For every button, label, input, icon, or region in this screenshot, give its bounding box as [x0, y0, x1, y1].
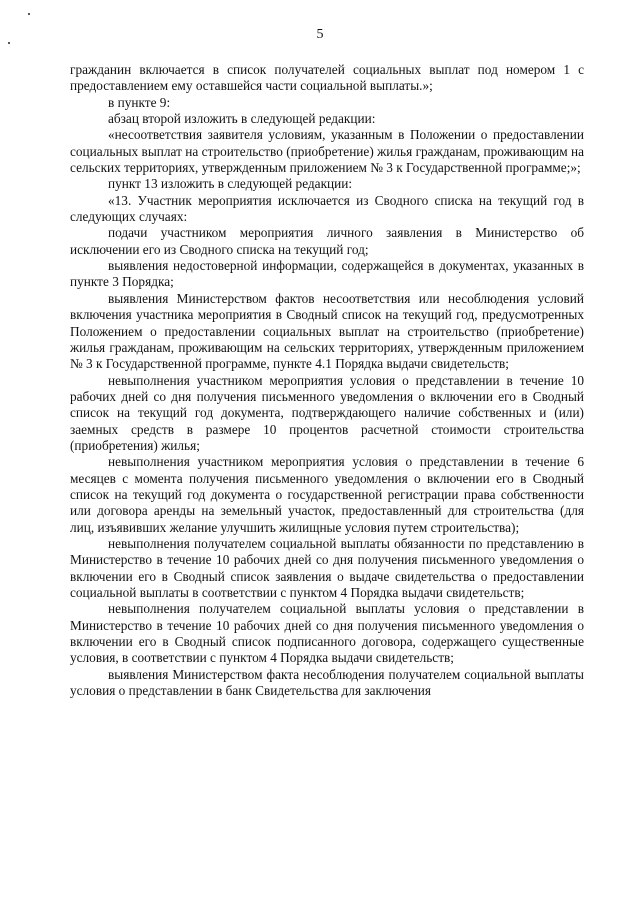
paragraph: подачи участником мероприятия личного заявления в Министерство об исключении его из Сводного списка на текущий год; [70, 225, 584, 257]
page-number: 5 [316, 27, 324, 42]
paragraph: невыполнения участником мероприятия условия о представлении в течение 6 месяцев с момента получения письменного уведомления о включении его в Сводный список на текущий год документа о государственной регистрации права собственности или договора аренды на земельный участок, предоставленный для строительства (для лиц, изъявивших желание улучшить жилищные условия путем строительства); [70, 454, 584, 535]
paragraph: гражданин включается в список получателей социальных выплат под номером 1 с предоставлением ему оставшейся части социальной выплаты.»; [70, 62, 584, 94]
scan-speck [28, 13, 30, 15]
paragraph: выявления Министерством факта несоблюдения получателем социальной выплаты условия о представлении в банк Свидетельства для заключения [70, 666, 584, 699]
paragraph: пункт 13 изложить в следующей редакции: [108, 176, 353, 192]
paragraph: невыполнения участником мероприятия условия о представлении в течение 10 рабочих дней со дня получения письменного уведомления о включении его в Сводный список на текущий год документа, подтверждающего наличие собственных и (или) заемных средств в размере 10 процентов расчетной стоимости строительства (приобретения) жилья; [70, 372, 584, 453]
paragraph: «13. Участник мероприятия исключается из Сводного списка на текущий год в следующих случаях: [70, 192, 584, 225]
paragraph: выявления Министерством фактов несоответствия или несоблюдения условий включения участника мероприятия в Сводный список на текущий год, предусмотренных Положением о предоставлении социальных выплат на строительство (приобретение) жилья гражданам, проживающим на сельских территориях, утвержденным приложением № 3 к Государственной программе, пункте 4.1 Порядка выдачи свидетельств; [70, 290, 584, 372]
paragraph: абзац второй изложить в следующей редакции: [108, 111, 376, 127]
document-body [70, 62, 584, 699]
paragraph: «несоответствия заявителя условиям, указанным в Положении о предоставлении социальных выплат на строительство (приобретение) жилья гражданам, проживающим на сельских территориях, утвержденным приложением № 3 к Государственной программе;»; [70, 127, 584, 176]
paragraph: выявления недостоверной информации, содержащейся в документах, указанных в пункте 3 Порядка; [70, 258, 584, 290]
paragraph: в пункте 9: [108, 94, 171, 110]
paragraph: невыполнения получателем социальной выплаты обязанности по представлению в Министерство в течение 10 рабочих дней со дня получения письменного уведомления о включении его в Сводный список заявления о выдаче свидетельства о предоставлении социальной выплаты в соответствии с пунктом 4 Порядка выдачи свидетельств; [70, 535, 584, 600]
paragraph: невыполнения получателем социальной выплаты условия о представлении в Министерство в течение 10 рабочих дней со дня получения письменного уведомления о включении его в Сводный список подписанного договора, содержащего существенные условия, в соответствии с пунктом 4 Порядка выдачи свидетельств; [70, 601, 584, 666]
